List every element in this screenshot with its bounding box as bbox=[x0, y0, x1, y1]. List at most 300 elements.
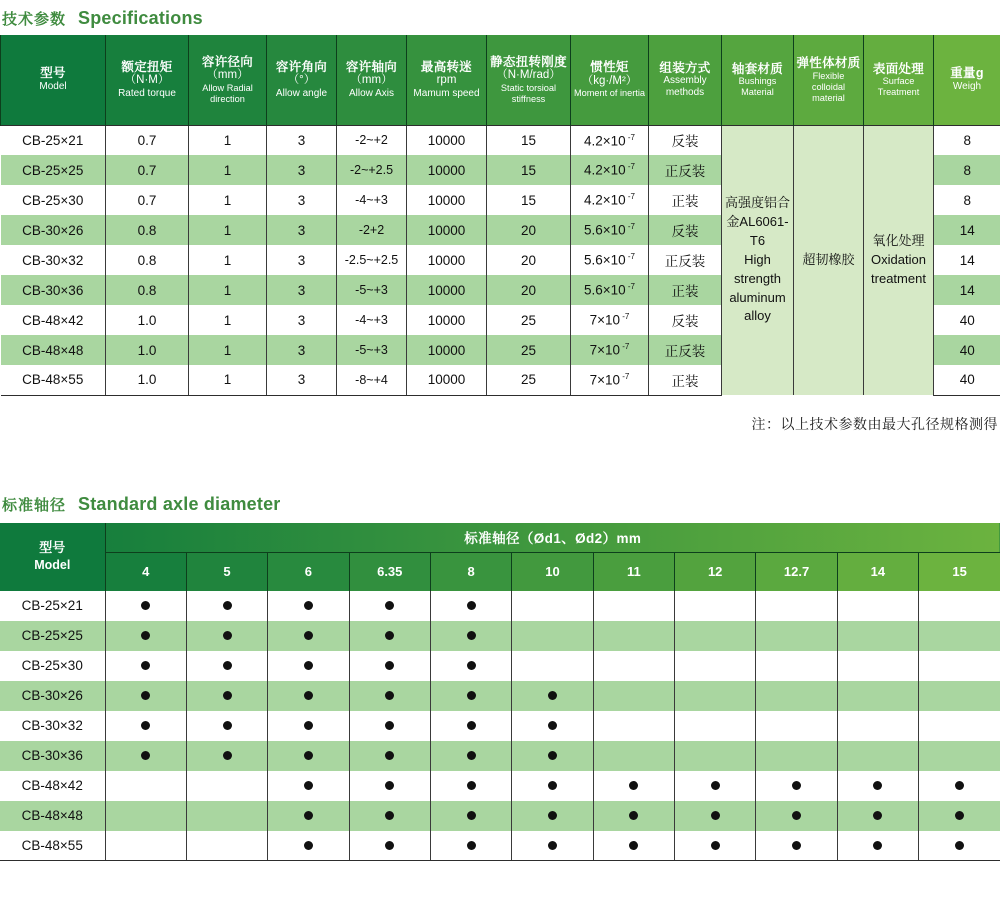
spec-cell-speed: 10000 bbox=[407, 185, 487, 215]
spec-cell-surface-treatment bbox=[864, 125, 934, 395]
spec-cell-assembly: 反装 bbox=[649, 215, 722, 245]
axle-cell-model: CB-25×30 bbox=[0, 651, 105, 681]
availability-dot-icon bbox=[385, 811, 394, 820]
availability-dot-icon bbox=[955, 841, 964, 850]
axle-mark-off bbox=[593, 591, 674, 621]
availability-dot-icon bbox=[304, 781, 313, 790]
spec-cell-weight: 40 bbox=[934, 335, 1000, 365]
axle-mark-on bbox=[430, 621, 511, 651]
axle-mark-on bbox=[593, 831, 674, 861]
axle-mark-on bbox=[430, 651, 511, 681]
axle-mark-on bbox=[268, 651, 349, 681]
axle-title-en: Standard axle diameter bbox=[78, 493, 281, 514]
axle-mark-on bbox=[593, 771, 674, 801]
spec-cell-speed: 10000 bbox=[407, 155, 487, 185]
axle-mark-on bbox=[349, 651, 430, 681]
availability-dot-icon bbox=[629, 661, 638, 670]
axle-mark-on bbox=[919, 771, 1000, 801]
spec-header-en: Model bbox=[39, 81, 67, 93]
axle-cell-model: CB-48×55 bbox=[0, 831, 105, 861]
availability-dot-icon bbox=[141, 631, 150, 640]
axle-table-row bbox=[0, 651, 1000, 681]
spec-cell-radial: 1 bbox=[189, 365, 267, 395]
spec-header-8 bbox=[571, 35, 649, 125]
spec-header-9 bbox=[649, 35, 722, 125]
spec-cell-angle: 3 bbox=[267, 365, 337, 395]
spec-cell-angle: 3 bbox=[267, 305, 337, 335]
spec-cell-inertia bbox=[571, 215, 649, 245]
axle-mark-on bbox=[105, 621, 186, 651]
availability-dot-icon bbox=[629, 631, 638, 640]
spec-header-cn: 容许角向 bbox=[275, 59, 328, 74]
availability-dot-icon bbox=[385, 691, 394, 700]
axle-mark-on bbox=[186, 711, 267, 741]
availability-dot-icon bbox=[385, 841, 394, 850]
spec-header-cn: 弹性体材质 bbox=[796, 56, 861, 71]
inertia-exponent: -7 bbox=[625, 222, 635, 232]
availability-dot-icon bbox=[629, 781, 638, 790]
spec-cell-axial: -2~+2 bbox=[337, 125, 407, 155]
spec-cell-speed: 10000 bbox=[407, 245, 487, 275]
axle-mark-off bbox=[593, 651, 674, 681]
axle-cell-model: CB-25×25 bbox=[0, 621, 105, 651]
spec-cell-angle: 3 bbox=[267, 215, 337, 245]
axle-mark-on bbox=[593, 801, 674, 831]
axle-diameter-header-10: 10 bbox=[512, 553, 593, 591]
axle-mark-on bbox=[512, 681, 593, 711]
spec-header-en: Mamum speed bbox=[413, 88, 480, 99]
availability-dot-icon bbox=[548, 661, 557, 670]
axle-mark-on bbox=[105, 681, 186, 711]
inertia-mantissa: 5.6×10 bbox=[583, 252, 626, 268]
spec-table-row bbox=[1, 125, 1000, 155]
axle-cell-model: CB-48×42 bbox=[0, 771, 105, 801]
availability-dot-icon bbox=[955, 811, 964, 820]
availability-dot-icon bbox=[223, 781, 232, 790]
inertia-exponent: -7 bbox=[620, 372, 630, 381]
availability-dot-icon bbox=[223, 751, 232, 760]
spec-header-cn: 组装方式 bbox=[659, 60, 711, 75]
spec-header-cn: 最高转迷 bbox=[420, 59, 473, 74]
axle-mark-off bbox=[593, 681, 674, 711]
axle-mark-on bbox=[105, 591, 186, 621]
spec-cell-assembly: 正装 bbox=[649, 365, 722, 395]
spec-cell-angle: 3 bbox=[267, 245, 337, 275]
spec-cell-axial: -4~+3 bbox=[337, 305, 407, 335]
spec-cell-angle: 3 bbox=[267, 335, 337, 365]
spec-cell-angle: 3 bbox=[267, 155, 337, 185]
spec-header-en: Rated torque bbox=[118, 88, 176, 99]
axle-mark-off bbox=[186, 801, 267, 831]
inertia-exponent: -7 bbox=[625, 132, 635, 142]
availability-dot-icon bbox=[141, 661, 150, 670]
spec-header-cn: 重量g bbox=[950, 66, 984, 81]
inertia-exponent: -7 bbox=[620, 342, 630, 352]
axle-mark-off bbox=[512, 621, 593, 651]
availability-dot-icon bbox=[304, 691, 313, 700]
availability-dot-icon bbox=[467, 841, 476, 850]
spec-cell-stiffness: 15 bbox=[487, 125, 571, 155]
availability-dot-icon bbox=[792, 781, 801, 790]
availability-dot-icon bbox=[873, 721, 882, 730]
axle-diameter-header-12: 12 bbox=[675, 553, 756, 591]
spec-cell-inertia bbox=[571, 275, 649, 305]
inertia-mantissa: 7×10 bbox=[589, 342, 621, 358]
spec-cell-radial: 1 bbox=[189, 155, 267, 185]
axle-mark-on bbox=[186, 741, 267, 771]
specifications-note: 注：以上技术参数由最大孔径规格测得 bbox=[751, 415, 998, 432]
axle-table-row bbox=[0, 801, 1000, 831]
availability-dot-icon bbox=[304, 631, 313, 640]
availability-dot-icon bbox=[955, 781, 964, 790]
availability-dot-icon bbox=[711, 781, 720, 790]
spec-cell-weight: 8 bbox=[934, 155, 1000, 185]
availability-dot-icon bbox=[792, 721, 801, 730]
axle-model-header bbox=[0, 523, 105, 591]
spec-cell-model: CB-48×42 bbox=[1, 305, 106, 335]
axle-mark-on bbox=[675, 771, 756, 801]
spec-cell-flexible-material bbox=[794, 125, 864, 395]
axle-mark-on bbox=[756, 771, 837, 801]
axle-mark-on bbox=[512, 801, 593, 831]
axle-mark-off bbox=[756, 621, 837, 651]
axle-mark-off bbox=[756, 591, 837, 621]
axle-mark-off bbox=[919, 621, 1000, 651]
spec-cell-torque: 0.8 bbox=[106, 275, 189, 305]
axle-mark-off bbox=[919, 651, 1000, 681]
axle-mark-off bbox=[756, 651, 837, 681]
spec-cell-torque: 1.0 bbox=[106, 365, 189, 395]
axle-mark-off bbox=[919, 741, 1000, 771]
spec-header-unit: （mm） bbox=[350, 74, 393, 87]
availability-dot-icon bbox=[548, 781, 557, 790]
axle-mark-off bbox=[837, 681, 918, 711]
spec-cell-torque: 0.7 bbox=[106, 185, 189, 215]
axle-mark-off bbox=[593, 621, 674, 651]
availability-dot-icon bbox=[792, 841, 801, 850]
axle-mark-on bbox=[186, 651, 267, 681]
axle-title bbox=[0, 494, 1000, 523]
inertia-mantissa: 5.6×10 bbox=[583, 282, 626, 298]
axle-subhead-row bbox=[0, 553, 1000, 591]
availability-dot-icon bbox=[792, 811, 801, 820]
spec-cell-stiffness: 15 bbox=[487, 155, 571, 185]
spec-header-7 bbox=[487, 35, 571, 125]
availability-dot-icon bbox=[629, 721, 638, 730]
axle-mark-off bbox=[837, 741, 918, 771]
availability-dot-icon bbox=[141, 691, 150, 700]
spec-header-en: Moment of inertia bbox=[574, 88, 645, 99]
inertia-mantissa: 4.2×10 bbox=[583, 133, 626, 148]
spec-header-en: Surface Treatment bbox=[877, 76, 920, 98]
availability-dot-icon bbox=[629, 751, 638, 760]
specifications-header-row bbox=[1, 35, 1000, 125]
axle-mark-off bbox=[675, 711, 756, 741]
availability-dot-icon bbox=[141, 781, 150, 790]
inertia-exponent: -7 bbox=[625, 192, 635, 202]
availability-dot-icon bbox=[304, 661, 313, 670]
spec-cell-model: CB-48×55 bbox=[1, 365, 106, 395]
availability-dot-icon bbox=[792, 751, 801, 760]
availability-dot-icon bbox=[873, 781, 882, 790]
spec-header-3 bbox=[189, 35, 267, 125]
availability-dot-icon bbox=[385, 751, 394, 760]
spec-cell-speed: 10000 bbox=[407, 215, 487, 245]
availability-dot-icon bbox=[304, 721, 313, 730]
availability-dot-icon bbox=[548, 721, 557, 730]
availability-dot-icon bbox=[141, 721, 150, 730]
spec-cell-speed: 10000 bbox=[407, 335, 487, 365]
axle-mark-on bbox=[105, 741, 186, 771]
spec-cell-weight: 40 bbox=[934, 365, 1000, 395]
spec-header-11 bbox=[794, 35, 864, 125]
axle-mark-on bbox=[186, 591, 267, 621]
spec-header-12 bbox=[864, 35, 934, 125]
availability-dot-icon bbox=[873, 811, 882, 820]
axle-mark-on bbox=[268, 681, 349, 711]
availability-dot-icon bbox=[873, 661, 882, 670]
surface-treatment-en: Oxidation treatment bbox=[871, 251, 926, 286]
spec-cell-inertia bbox=[571, 335, 649, 365]
spec-cell-model: CB-30×26 bbox=[1, 215, 106, 245]
axle-mark-on bbox=[186, 681, 267, 711]
spec-cell-radial: 1 bbox=[189, 245, 267, 275]
spec-cell-weight: 14 bbox=[934, 245, 1000, 275]
spec-cell-torque: 0.7 bbox=[106, 125, 189, 155]
availability-dot-icon bbox=[873, 631, 882, 640]
spec-header-cn: 容许轴向 bbox=[345, 59, 398, 74]
spec-header-cn: 型号 bbox=[40, 66, 66, 81]
inertia-exponent: -7 bbox=[620, 312, 630, 322]
spec-header-unit: （mm） bbox=[206, 69, 249, 82]
spec-cell-axial: -2~+2.5 bbox=[337, 155, 407, 185]
availability-dot-icon bbox=[955, 751, 964, 760]
availability-dot-icon bbox=[141, 811, 150, 820]
spec-header-en: Static torsioal stiffness bbox=[500, 83, 557, 104]
axle-table-row bbox=[0, 621, 1000, 651]
axle-mark-off bbox=[105, 771, 186, 801]
availability-dot-icon bbox=[304, 841, 313, 850]
axle-mark-off bbox=[919, 591, 1000, 621]
axle-mark-off bbox=[186, 771, 267, 801]
axle-diameter-header-15: 15 bbox=[919, 553, 1000, 591]
spec-header-en: Assembly methods bbox=[663, 75, 707, 99]
availability-dot-icon bbox=[955, 601, 964, 610]
spec-cell-inertia bbox=[571, 245, 649, 275]
spec-cell-assembly: 正装 bbox=[649, 185, 722, 215]
axle-diameter-header-5: 5 bbox=[186, 553, 267, 591]
axle-mark-on bbox=[349, 771, 430, 801]
axle-mark-off bbox=[675, 591, 756, 621]
spec-header-13 bbox=[934, 35, 1000, 125]
spec-cell-model: CB-25×30 bbox=[1, 185, 106, 215]
axle-cell-model: CB-48×48 bbox=[0, 801, 105, 831]
axle-mark-on bbox=[430, 591, 511, 621]
spec-cell-torque: 1.0 bbox=[106, 305, 189, 335]
axle-mark-off bbox=[675, 741, 756, 771]
availability-dot-icon bbox=[223, 721, 232, 730]
axle-diameter-header-8: 8 bbox=[430, 553, 511, 591]
axle-mark-on bbox=[756, 831, 837, 861]
axle-mark-off bbox=[593, 741, 674, 771]
spec-header-10 bbox=[722, 35, 794, 125]
spec-cell-axial: -2+2 bbox=[337, 215, 407, 245]
axle-table-row bbox=[0, 831, 1000, 861]
availability-dot-icon bbox=[711, 661, 720, 670]
axle-mark-on bbox=[512, 741, 593, 771]
availability-dot-icon bbox=[711, 721, 720, 730]
availability-dot-icon bbox=[223, 601, 232, 610]
spec-header-en: Bushings Material bbox=[738, 76, 777, 98]
axle-mark-on bbox=[837, 771, 918, 801]
spec-cell-torque: 0.7 bbox=[106, 155, 189, 185]
spec-cell-axial: -5~+3 bbox=[337, 275, 407, 305]
availability-dot-icon bbox=[385, 781, 394, 790]
availability-dot-icon bbox=[711, 601, 720, 610]
availability-dot-icon bbox=[304, 811, 313, 820]
inertia-mantissa: 4.2×10 bbox=[583, 192, 626, 208]
availability-dot-icon bbox=[629, 601, 638, 610]
spec-cell-torque: 1.0 bbox=[106, 335, 189, 365]
axle-mark-on bbox=[919, 801, 1000, 831]
availability-dot-icon bbox=[223, 661, 232, 670]
axle-mark-on bbox=[268, 801, 349, 831]
spec-header-en: Allow angle bbox=[275, 88, 328, 99]
availability-dot-icon bbox=[955, 631, 964, 640]
availability-dot-icon bbox=[385, 631, 394, 640]
availability-dot-icon bbox=[873, 691, 882, 700]
availability-dot-icon bbox=[629, 841, 638, 850]
axle-table-row bbox=[0, 591, 1000, 621]
availability-dot-icon bbox=[955, 721, 964, 730]
axle-mark-on bbox=[430, 771, 511, 801]
spec-cell-inertia bbox=[571, 185, 649, 215]
spec-cell-assembly: 反装 bbox=[649, 125, 722, 155]
specifications-title-cn: 技术参数 bbox=[2, 11, 67, 28]
spec-cell-speed: 10000 bbox=[407, 305, 487, 335]
axle-mark-on bbox=[756, 801, 837, 831]
availability-dot-icon bbox=[141, 751, 150, 760]
axle-table-row bbox=[0, 741, 1000, 771]
availability-dot-icon bbox=[304, 751, 313, 760]
spec-cell-radial: 1 bbox=[189, 305, 267, 335]
axle-mark-on bbox=[430, 831, 511, 861]
axle-band-row bbox=[0, 523, 1000, 553]
axle-mark-on bbox=[268, 591, 349, 621]
axle-mark-on bbox=[675, 801, 756, 831]
spec-cell-weight: 8 bbox=[934, 125, 1000, 155]
inertia-mantissa: 7×10 bbox=[589, 312, 621, 328]
availability-dot-icon bbox=[955, 661, 964, 670]
spec-cell-model: CB-30×32 bbox=[1, 245, 106, 275]
availability-dot-icon bbox=[711, 811, 720, 820]
axle-mark-on bbox=[349, 711, 430, 741]
axle-mark-on bbox=[675, 831, 756, 861]
spec-cell-stiffness: 20 bbox=[487, 245, 571, 275]
axle-mark-on bbox=[349, 681, 430, 711]
availability-dot-icon bbox=[548, 691, 557, 700]
axle-mark-off bbox=[186, 831, 267, 861]
axle-table bbox=[0, 523, 1000, 862]
spec-cell-assembly: 反装 bbox=[649, 305, 722, 335]
axle-mark-on bbox=[349, 741, 430, 771]
axle-mark-on bbox=[105, 651, 186, 681]
spec-cell-radial: 1 bbox=[189, 215, 267, 245]
spec-cell-model: CB-25×25 bbox=[1, 155, 106, 185]
flexible-material-cn: 超韧橡胶 bbox=[802, 251, 855, 267]
spec-header-cn: 表面处理 bbox=[872, 61, 925, 76]
axle-mark-off bbox=[837, 591, 918, 621]
spec-cell-assembly: 正反装 bbox=[649, 335, 722, 365]
axle-title-cn: 标准轴径 bbox=[2, 496, 67, 514]
axle-mark-off bbox=[756, 711, 837, 741]
axle-table-row bbox=[0, 771, 1000, 801]
axle-mark-on bbox=[349, 831, 430, 861]
axle-mark-off bbox=[593, 711, 674, 741]
availability-dot-icon bbox=[548, 751, 557, 760]
availability-dot-icon bbox=[873, 601, 882, 610]
spec-cell-assembly: 正反装 bbox=[649, 155, 722, 185]
spec-cell-assembly: 正反装 bbox=[649, 245, 722, 275]
spec-cell-torque: 0.8 bbox=[106, 215, 189, 245]
axle-mark-off bbox=[105, 801, 186, 831]
axle-mark-off bbox=[105, 831, 186, 861]
axle-mark-on bbox=[430, 741, 511, 771]
specifications-table bbox=[0, 35, 1000, 396]
axle-mark-off bbox=[919, 711, 1000, 741]
availability-dot-icon bbox=[711, 691, 720, 700]
spec-header-2 bbox=[106, 35, 189, 125]
axle-cell-model: CB-30×32 bbox=[0, 711, 105, 741]
availability-dot-icon bbox=[711, 841, 720, 850]
spec-header-unit: （N·M/rad） bbox=[496, 69, 561, 82]
axle-diameter-header-14: 14 bbox=[837, 553, 918, 591]
axle-mark-on bbox=[268, 771, 349, 801]
spec-cell-angle: 3 bbox=[267, 125, 337, 155]
availability-dot-icon bbox=[467, 661, 476, 670]
spec-header-cn: 惯性矩 bbox=[590, 60, 629, 75]
axle-model-header-en: Model bbox=[34, 557, 71, 572]
availability-dot-icon bbox=[223, 631, 232, 640]
spec-cell-inertia bbox=[571, 125, 649, 155]
axle-diameter-header-11: 11 bbox=[593, 553, 674, 591]
axle-mark-off bbox=[837, 711, 918, 741]
inertia-exponent: -7 bbox=[625, 162, 635, 172]
inertia-mantissa: 5.6×10 bbox=[583, 222, 626, 238]
spec-cell-angle: 3 bbox=[267, 185, 337, 215]
spec-cell-axial: -4~+3 bbox=[337, 185, 407, 215]
axle-mark-on bbox=[268, 621, 349, 651]
availability-dot-icon bbox=[792, 631, 801, 640]
spec-cell-inertia bbox=[571, 365, 649, 395]
axle-diameter-header-6: 6 bbox=[268, 553, 349, 591]
axle-mark-on bbox=[430, 681, 511, 711]
spec-header-unit: （°） bbox=[287, 74, 316, 87]
spec-cell-model: CB-25×21 bbox=[1, 125, 106, 155]
axle-mark-off bbox=[919, 681, 1000, 711]
spec-cell-speed: 10000 bbox=[407, 365, 487, 395]
axle-table-row bbox=[0, 711, 1000, 741]
axle-mark-on bbox=[268, 741, 349, 771]
spec-cell-radial: 1 bbox=[189, 275, 267, 305]
availability-dot-icon bbox=[711, 631, 720, 640]
spec-cell-stiffness: 20 bbox=[487, 275, 571, 305]
spec-cell-axial: -5~+3 bbox=[337, 335, 407, 365]
axle-mark-on bbox=[837, 801, 918, 831]
spec-cell-weight: 14 bbox=[934, 275, 1000, 305]
surface-treatment-cn: 氧化处理 bbox=[872, 232, 925, 248]
spec-header-4 bbox=[267, 35, 337, 125]
